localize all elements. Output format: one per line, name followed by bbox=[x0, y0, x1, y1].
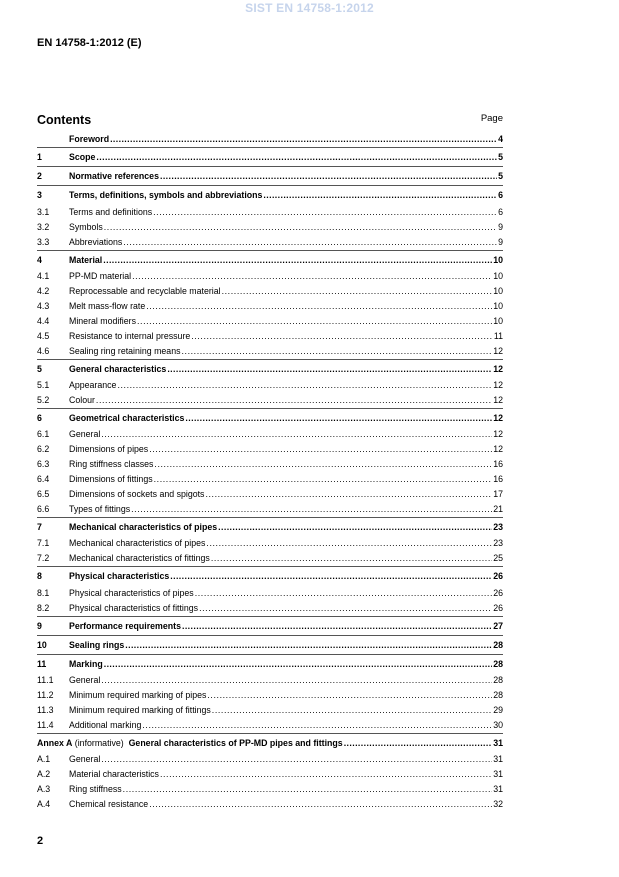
toc-entry-page: 6 bbox=[498, 206, 503, 217]
toc-entry-section[interactable] bbox=[37, 408, 503, 427]
toc-entry-number: 5.1 bbox=[37, 379, 50, 390]
toc-dot-leader bbox=[160, 767, 492, 782]
toc-dot-leader bbox=[110, 131, 497, 147]
toc-entry-page: 10 bbox=[493, 254, 503, 265]
toc-dot-leader bbox=[205, 487, 492, 502]
toc-entry-number: 5 bbox=[37, 363, 42, 374]
toc-entry-title: Mineral modifiers bbox=[69, 315, 136, 326]
toc-entry-number: 6.3 bbox=[37, 459, 50, 470]
toc-entry-subsection[interactable] bbox=[37, 442, 503, 457]
toc-entry-page: 30 bbox=[493, 720, 503, 731]
toc-entry-page: 12 bbox=[493, 412, 503, 423]
toc-entry-number: 3.1 bbox=[37, 206, 50, 217]
toc-entry-title: Appearance bbox=[69, 379, 117, 390]
toc-entry-subsection[interactable] bbox=[37, 797, 503, 812]
toc-dot-leader bbox=[153, 205, 497, 220]
toc-entry-page: 6 bbox=[498, 190, 503, 201]
toc-entry-section[interactable] bbox=[37, 654, 503, 673]
toc-entry-title: Material characteristics bbox=[69, 769, 159, 780]
toc-dot-leader bbox=[154, 457, 492, 472]
toc-entry-title: Geometrical characteristics bbox=[69, 412, 185, 423]
toc-entry-page: 27 bbox=[493, 620, 503, 631]
toc-entry-number: 11.1 bbox=[37, 675, 54, 686]
toc-entry-page: 10 bbox=[493, 315, 503, 326]
toc-entry-title: Melt mass-flow rate bbox=[69, 300, 146, 311]
toc-entry-page: 11 bbox=[493, 330, 503, 341]
toc-entry-subsection[interactable] bbox=[37, 688, 503, 703]
toc-entry-page: 26 bbox=[493, 602, 503, 613]
toc-entry-page: 10 bbox=[493, 285, 503, 296]
toc-entry-title: Minimum required marking of pipes bbox=[69, 690, 207, 701]
toc-entry-subsection[interactable] bbox=[37, 205, 503, 220]
page-number: 2 bbox=[37, 835, 44, 847]
toc-entry-number: 6.5 bbox=[37, 489, 50, 500]
toc-entry-page: 9 bbox=[498, 236, 503, 247]
toc-entry-title: Terms and definitions bbox=[69, 206, 153, 217]
toc-entry-subsection[interactable] bbox=[37, 299, 503, 314]
toc-entry-title: Types of fittings bbox=[69, 504, 131, 515]
toc-dot-leader bbox=[199, 601, 492, 616]
toc-dot-leader bbox=[218, 518, 492, 536]
toc-entry-page: 12 bbox=[493, 379, 503, 390]
toc-entry-page: 31 bbox=[493, 769, 503, 780]
toc-entry-subsection[interactable] bbox=[37, 536, 503, 551]
contents-header bbox=[37, 111, 503, 129]
toc-entry-title: Normative references bbox=[69, 171, 159, 182]
toc-entry-page: 29 bbox=[493, 705, 503, 716]
toc-entry-page: 28 bbox=[493, 690, 503, 701]
toc-entry-page: 26 bbox=[493, 571, 503, 582]
toc-dot-leader bbox=[117, 378, 492, 393]
toc-entry-title: PP-MD material bbox=[69, 270, 132, 281]
toc-dot-leader bbox=[185, 409, 492, 427]
toc-dot-leader bbox=[123, 235, 497, 250]
toc-entry-subsection[interactable] bbox=[37, 487, 503, 502]
toc-entry-number: 6.1 bbox=[37, 429, 50, 440]
toc-entry-page: 28 bbox=[493, 658, 503, 669]
toc-entry-title: Material bbox=[69, 254, 103, 265]
toc-entry-title: Physical characteristics of pipes bbox=[69, 587, 194, 598]
toc-entry-title: Terms, definitions, symbols and abbreviations bbox=[69, 190, 263, 201]
toc-entry-page: 9 bbox=[498, 221, 503, 232]
toc-entry-page: 12 bbox=[493, 444, 503, 455]
toc-dot-leader bbox=[207, 688, 492, 703]
toc-entry-subsection[interactable] bbox=[37, 502, 503, 517]
toc-entry-title: Dimensions of fittings bbox=[69, 474, 153, 485]
toc-dot-leader bbox=[149, 442, 492, 457]
toc-dot-leader bbox=[222, 284, 493, 299]
toc-entry-number: 11 bbox=[37, 658, 47, 669]
toc-entry-number: 4.6 bbox=[37, 345, 50, 356]
toc-entry-page: 12 bbox=[493, 363, 503, 374]
toc-entry-page: 32 bbox=[493, 799, 503, 810]
toc-entry-subsection[interactable] bbox=[37, 269, 503, 284]
toc-entry-section[interactable] bbox=[37, 616, 503, 635]
document-id-header: EN 14758-1:2012 (E) bbox=[37, 37, 142, 49]
toc-entry-number: 5.2 bbox=[37, 394, 50, 405]
toc-dot-leader bbox=[101, 673, 492, 688]
toc-entry-subsection[interactable] bbox=[37, 551, 503, 566]
toc-entry-page: 12 bbox=[493, 394, 503, 405]
toc-entry-section[interactable] bbox=[37, 517, 503, 536]
toc-entry-number: 6.6 bbox=[37, 504, 50, 515]
toc-entry-subsection[interactable] bbox=[37, 427, 503, 442]
toc-entry-page: 31 bbox=[493, 784, 503, 795]
toc-entry-number: 11.2 bbox=[37, 690, 54, 701]
toc-entry-title: Minimum required marking of fittings bbox=[69, 705, 211, 716]
toc-dot-leader bbox=[123, 782, 493, 797]
toc-dot-leader bbox=[125, 636, 492, 654]
toc-entry-number: 2 bbox=[37, 171, 42, 182]
toc-entry-title: Mechanical characteristics of pipes bbox=[69, 538, 206, 549]
toc-dot-leader bbox=[103, 251, 492, 269]
toc-entry-number: 1 bbox=[37, 152, 42, 162]
toc-entry-number: A.4 bbox=[37, 799, 51, 810]
toc-entry-page: 16 bbox=[493, 474, 503, 485]
toc-entry-title: Resistance to internal pressure bbox=[69, 330, 191, 341]
toc-entry-number: 3.3 bbox=[37, 236, 50, 247]
toc-entry-title: Abbreviations bbox=[69, 236, 123, 247]
toc-entry-subsection[interactable] bbox=[37, 344, 503, 359]
toc-dot-leader bbox=[263, 186, 497, 204]
annex-label: Annex A bbox=[37, 738, 73, 749]
toc-entry-number: 7 bbox=[37, 522, 42, 533]
toc-entry-page: 5 bbox=[498, 171, 503, 182]
toc-entry-title: General bbox=[69, 429, 101, 440]
toc-entry-number: 10 bbox=[37, 639, 47, 650]
toc-entry-number: 4.5 bbox=[37, 330, 50, 341]
toc-entry-title: Chemical resistance bbox=[69, 799, 149, 810]
annex-note: (informative) bbox=[72, 738, 129, 749]
toc-entry-page: 12 bbox=[493, 345, 503, 356]
toc-dot-leader bbox=[142, 718, 492, 733]
toc-entry-title: Dimensions of sockets and spigots bbox=[69, 489, 205, 500]
toc-entry-page: 5 bbox=[498, 152, 503, 162]
toc-entry-number: 9 bbox=[37, 620, 42, 631]
toc-dot-leader bbox=[104, 220, 497, 235]
toc-entry-subsection[interactable] bbox=[37, 314, 503, 329]
toc-entry-title: Performance requirements bbox=[69, 620, 181, 631]
toc-entry-subsection[interactable] bbox=[37, 472, 503, 487]
toc-entry-number: 6.2 bbox=[37, 444, 50, 455]
toc-entry-title: Dimensions of pipes bbox=[69, 444, 149, 455]
toc-entry-number: 3 bbox=[37, 190, 42, 201]
toc-entry-subsection[interactable] bbox=[37, 378, 503, 393]
toc-entry-number: 4.1 bbox=[37, 270, 50, 281]
page-column-label: Page bbox=[480, 113, 503, 124]
toc-dot-leader bbox=[344, 734, 493, 752]
toc-entry-number: 4.3 bbox=[37, 300, 50, 311]
toc-entry-title: Sealing ring retaining means bbox=[69, 345, 181, 356]
toc-entry-number: 4 bbox=[37, 254, 42, 265]
toc-entry-title: General bbox=[69, 754, 101, 765]
toc-entry-title: Marking bbox=[69, 658, 103, 669]
toc-entry-title: Foreword bbox=[69, 134, 110, 144]
toc-dot-leader bbox=[131, 502, 492, 517]
toc-entry-subsection[interactable] bbox=[37, 767, 503, 782]
toc-dot-leader bbox=[96, 393, 492, 408]
toc-entry-title: Scope bbox=[69, 152, 96, 162]
toc-dot-leader bbox=[146, 299, 492, 314]
toc-entry-number: 3.2 bbox=[37, 221, 50, 232]
toc-entry-section[interactable] bbox=[37, 566, 503, 585]
toc-entry-page: 4 bbox=[498, 134, 503, 144]
toc-dot-leader bbox=[96, 148, 497, 166]
toc-entry-title: Additional marking bbox=[69, 720, 142, 731]
toc-entry-subsection[interactable] bbox=[37, 673, 503, 688]
toc-entry-number: 6.4 bbox=[37, 474, 50, 485]
toc-entry-page: 10 bbox=[493, 300, 503, 311]
toc-dot-leader bbox=[212, 703, 492, 718]
toc-dot-leader bbox=[101, 752, 492, 767]
toc-entry-subsection[interactable] bbox=[37, 601, 503, 616]
toc-entry-subsection[interactable] bbox=[37, 393, 503, 408]
toc-entry-number: A.1 bbox=[37, 754, 51, 765]
toc-entry-section[interactable] bbox=[37, 359, 503, 378]
toc-entry-number: A.2 bbox=[37, 769, 51, 780]
toc-entry-subsection[interactable] bbox=[37, 718, 503, 733]
toc-entry-title: Ring stiffness classes bbox=[69, 459, 154, 470]
toc-entry-section[interactable] bbox=[37, 147, 503, 166]
toc-entry-section[interactable] bbox=[37, 250, 503, 269]
toc-dot-leader bbox=[182, 617, 492, 635]
toc-dot-leader bbox=[132, 269, 492, 284]
toc-entry-subsection[interactable] bbox=[37, 752, 503, 767]
toc-entry-title: Colour bbox=[69, 394, 95, 405]
toc-entry-subsection[interactable] bbox=[37, 703, 503, 718]
annex-title: General characteristics of PP-MD pipes and fittings bbox=[128, 738, 343, 749]
toc-entry-number: 4.4 bbox=[37, 315, 50, 326]
toc-entry-page: 25 bbox=[493, 553, 503, 564]
toc-entry-subsection[interactable] bbox=[37, 235, 503, 250]
toc-dot-leader bbox=[101, 427, 492, 442]
toc-entry-subsection[interactable] bbox=[37, 329, 503, 344]
toc-entry-page: 17 bbox=[493, 489, 503, 500]
toc-dot-leader bbox=[137, 314, 492, 329]
toc-entry-page: 23 bbox=[493, 522, 503, 533]
toc-dot-leader bbox=[191, 329, 493, 344]
toc-dot-leader bbox=[149, 797, 492, 812]
toc-entry-title: Symbols bbox=[69, 221, 103, 232]
toc-entry-section[interactable] bbox=[37, 131, 503, 147]
toc-dot-leader bbox=[154, 472, 493, 487]
toc-entry-subsection[interactable] bbox=[37, 220, 503, 235]
toc-entry-title: Reprocessable and recyclable material bbox=[69, 285, 221, 296]
toc-dot-leader bbox=[104, 655, 492, 673]
toc-entry-number: 8.2 bbox=[37, 602, 50, 613]
toc-entry-number: 6 bbox=[37, 412, 42, 423]
toc-entry-page: 31 bbox=[493, 754, 503, 765]
toc-entry-page: 12 bbox=[493, 429, 503, 440]
toc-entry-title: Physical characteristics of fittings bbox=[69, 602, 199, 613]
toc-entry-page: 31 bbox=[493, 738, 503, 749]
toc-entry-number: 8.1 bbox=[37, 587, 50, 598]
table-of-contents bbox=[37, 131, 503, 812]
toc-entry-page: 26 bbox=[493, 587, 503, 598]
toc-entry-subsection[interactable] bbox=[37, 457, 503, 472]
toc-entry-title: Ring stiffness bbox=[69, 784, 122, 795]
contents-title: Contents bbox=[37, 113, 92, 127]
toc-entry-page: 16 bbox=[493, 459, 503, 470]
watermark: SIST EN 14758-1:2012 bbox=[245, 1, 374, 15]
toc-entry-page: 28 bbox=[493, 639, 503, 650]
toc-entry-section[interactable] bbox=[37, 733, 503, 752]
toc-entry-section[interactable] bbox=[37, 185, 503, 204]
toc-entry-subsection[interactable] bbox=[37, 284, 503, 299]
toc-entry-number: 11.4 bbox=[37, 720, 54, 731]
toc-entry-title: General bbox=[69, 675, 101, 686]
toc-dot-leader bbox=[195, 586, 493, 601]
toc-dot-leader bbox=[167, 360, 492, 378]
toc-dot-leader bbox=[182, 344, 493, 359]
toc-dot-leader bbox=[160, 167, 497, 185]
toc-entry-section[interactable] bbox=[37, 166, 503, 185]
toc-entry-subsection[interactable] bbox=[37, 586, 503, 601]
toc-entry-page: 28 bbox=[493, 675, 503, 686]
toc-entry-number: 7.1 bbox=[37, 538, 50, 549]
toc-entry-section[interactable] bbox=[37, 635, 503, 654]
toc-entry-page: 10 bbox=[493, 270, 503, 281]
toc-entry-number: 7.2 bbox=[37, 553, 50, 564]
toc-entry-subsection[interactable] bbox=[37, 782, 503, 797]
toc-entry-title bbox=[37, 734, 343, 752]
toc-entry-number: A.3 bbox=[37, 784, 51, 795]
toc-entry-number: 4.2 bbox=[37, 285, 50, 296]
toc-dot-leader bbox=[170, 567, 492, 585]
toc-entry-title: Physical characteristics bbox=[69, 571, 170, 582]
toc-entry-page: 21 bbox=[493, 504, 503, 515]
toc-entry-page: 23 bbox=[493, 538, 503, 549]
toc-entry-title: Sealing rings bbox=[69, 639, 125, 650]
toc-dot-leader bbox=[211, 551, 492, 566]
toc-entry-number: 11.3 bbox=[37, 705, 54, 716]
toc-entry-title: General characteristics bbox=[69, 363, 167, 374]
toc-entry-title: Mechanical characteristics of pipes bbox=[69, 522, 218, 533]
toc-dot-leader bbox=[206, 536, 492, 551]
toc-entry-number: 8 bbox=[37, 571, 42, 582]
toc-entry-title: Mechanical characteristics of fittings bbox=[69, 553, 210, 564]
